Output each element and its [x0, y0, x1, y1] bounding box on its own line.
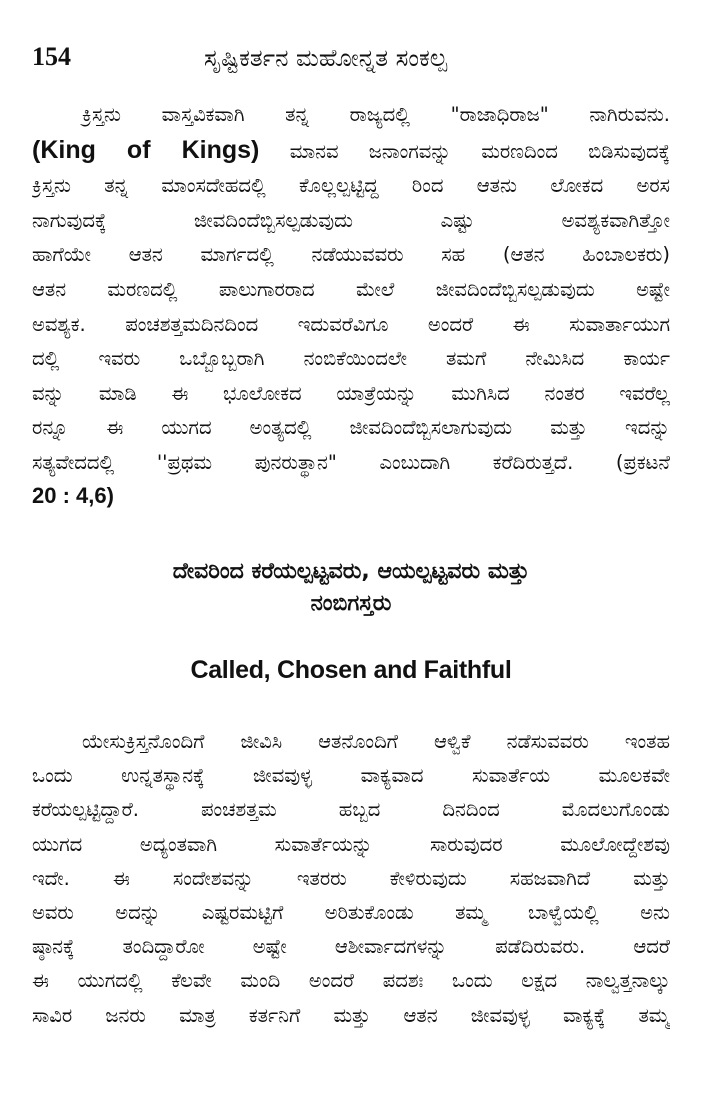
text-line: ಅವರು ಅದನ್ನು ಎಷ್ಟರಮಟ್ಟಿಗೆ ಅರಿತುಕೊಂಡು ತಮ್ಮ ಬಾಳ್ವೆಯಲ್ಲಿ ಅನು	[32, 901, 670, 925]
page-header	[32, 42, 670, 82]
text-line: ಕ್ರಿಸ್ತನು ವಾಸ್ತವಿಕವಾಗಿ ತನ್ನ ರಾಜ್ಯದಲ್ಲಿ "ರಾಜಾಧಿರಾಜ" ನಾಗಿರುವನು.	[82, 103, 670, 126]
text-line: ಹಾಗೆಯೇ ಆತನ ಮಾರ್ಗದಲ್ಲಿ ನಡೆಯುವವರು ಸಹ (ಆತನ ಹಿಂಬಾಲಕರು)	[32, 243, 670, 267]
text-line: ರನ್ನೂ ಈ ಯುಗದ ಅಂತ್ಯದಲ್ಲಿ ಜೀವದಿಂದೆಬ್ಬಿಸಲಾಗುವುದು ಮತ್ತು ಇದನ್ನು	[32, 416, 670, 440]
text-line: ಷ್ಠಾನಕ್ಕೆ ತಂದಿದ್ದಾರೋ ಅಷ್ಟೇ ಆಶೀರ್ವಾದಗಳನ್ನು ಪಡೆದಿರುವರು. ಆದರೆ	[32, 935, 670, 959]
paragraph-1	[32, 98, 670, 511]
english-phrase: (King of Kings)	[32, 135, 260, 164]
scripture-reference: 20 : 4,6)	[32, 482, 114, 508]
text-line: ಯೇಸುಕ್ರಿಸ್ತನೊಂದಿಗೆ ಜೀವಿಸಿ ಆತನೊಂದಿಗೆ ಆಳ್ವಿಕೆ ನಡೆಸುವವರು ಇಂತಹ	[82, 730, 670, 753]
text-line: ಸತ್ಯವೇದದಲ್ಲಿ ''ಪ್ರಥಮ ಪುನರುತ್ಥಾನ" ಎಂಬುದಾಗಿ ಕರೆದಿರುತ್ತದೆ. (ಪ್ರಕಟನೆ	[32, 450, 670, 474]
text-line: ಇದೇ. ಈ ಸಂದೇಶವನ್ನು ಇತರರು ಕೇಳಿರುವುದು ಸಹಜವಾಗಿದೆ ಮತ್ತು	[32, 866, 670, 890]
section-heading-english: Called, Chosen and Faithful	[190, 656, 512, 684]
text-line: ವನ್ನು ಮಾಡಿ ಈ ಭೂಲೋಕದ ಯಾತ್ರೆಯನ್ನು ಮುಗಿಸಿದ ನಂತರ ಇವರೆಲ್ಲ	[32, 381, 670, 405]
heading-line-1: ದೇವರಿಂದ ಕರೆಯಲ್ಪಟ್ಟವರು, ಆಯಲ್ಪಟ್ಟವರು ಮತ್ತು	[172, 559, 530, 584]
text-line: ಒಂದು ಉನ್ನತಸ್ಥಾನಕ್ಕೆ ಜೀವವುಳ್ಳ ವಾಕ್ಯವಾದ ಸುವಾರ್ತೆಯ ಮೂಲಕವೇ	[32, 764, 670, 788]
text-line: ಆತನ ಮರಣದಲ್ಲಿ ಪಾಲುಗಾರರಾದ ಮೇಲೆ ಜೀವದಿಂದೆಬ್ಬಿಸಲ್ಪಡುವುದು ಅಷ್ಟೇ	[32, 277, 670, 301]
running-title: ಸೃಷ್ಟಿಕರ್ತನ ಮಹೋನ್ನತ ಸಂಕಲ್ಪ	[204, 44, 448, 72]
text-line	[32, 133, 670, 170]
text-line: ಕರೆಯಲ್ಪಟ್ಟಿದ್ದಾರೆ. ಪಂಚಶತ್ತಮ ಹಬ್ಬದ ದಿನದಿಂದ ಮೊದಲುಗೊಂಡು	[32, 798, 670, 822]
text-line: ದಲ್ಲಿ ಇವರು ಒಬ್ಬೊಬ್ಬರಾಗಿ ನಂಬಿಕೆಯಿಂದಲೇ ತಮಗೆ ನೇಮಿಸಿದ ಕಾರ್ಯ	[32, 347, 670, 371]
page-number: 154	[32, 42, 71, 71]
section-heading-kannada	[32, 556, 670, 620]
text-line: ಸಾವಿರ ಜನರು ಮಾತ್ರ ಕರ್ತನಿಗೆ ಮತ್ತು ಆತನ ಜೀವವುಳ್ಳ ವಾಕ್ಯಕ್ಕೆ ತಮ್ಮ	[32, 1003, 670, 1027]
text-line: ನಾಗುವುದಕ್ಕೆ ಜೀವದಿಂದೆಬ್ಬಿಸಲ್ಪಡುವುದು ಎಷ್ಟು ಅವಶ್ಯಕವಾಗಿತ್ತೋ	[32, 208, 670, 232]
paragraph-2	[32, 725, 670, 1033]
text-line: ಅವಶ್ಯಕ. ಪಂಚಶತ್ತಮದಿನದಿಂದ ಇದುವರೆವಿಗೂ ಅಂದರೆ ಈ ಸುವಾರ್ತಾಯುಗ	[32, 312, 670, 336]
text-line: ಯುಗದ ಅದ್ಯಂತವಾಗಿ ಸುವಾರ್ತೆಯನ್ನು ಸಾರುವುದರ ಮೂಲೋದ್ದೇಶವು	[32, 832, 670, 856]
text-line-rest: ಮಾನವ ಜನಾಂಗವನ್ನು ಮರಣದಿಂದ ಬಿಡಿಸುವುದಕ್ಕೆ	[289, 139, 670, 163]
text-line: ಈ ಯುಗದಲ್ಲಿ ಕೆಲವೇ ಮಂದಿ ಅಂದರೆ ಪದಶಃ ಒಂದು ಲಕ್ಷದ ನಾಲ್ವತ್ತನಾಲ್ಕು	[32, 969, 670, 993]
text-line: ಕ್ರಿಸ್ತನು ತನ್ನ ಮಾಂಸದೇಹದಲ್ಲಿ ಕೊಲ್ಲಲ್ಪಟ್ಟಿದ್ದ ರಿಂದ ಆತನು ಲೋಕದ ಅರಸ	[32, 174, 670, 198]
heading-line-2: ನಂಬಿಗಸ್ತರು	[310, 591, 392, 616]
